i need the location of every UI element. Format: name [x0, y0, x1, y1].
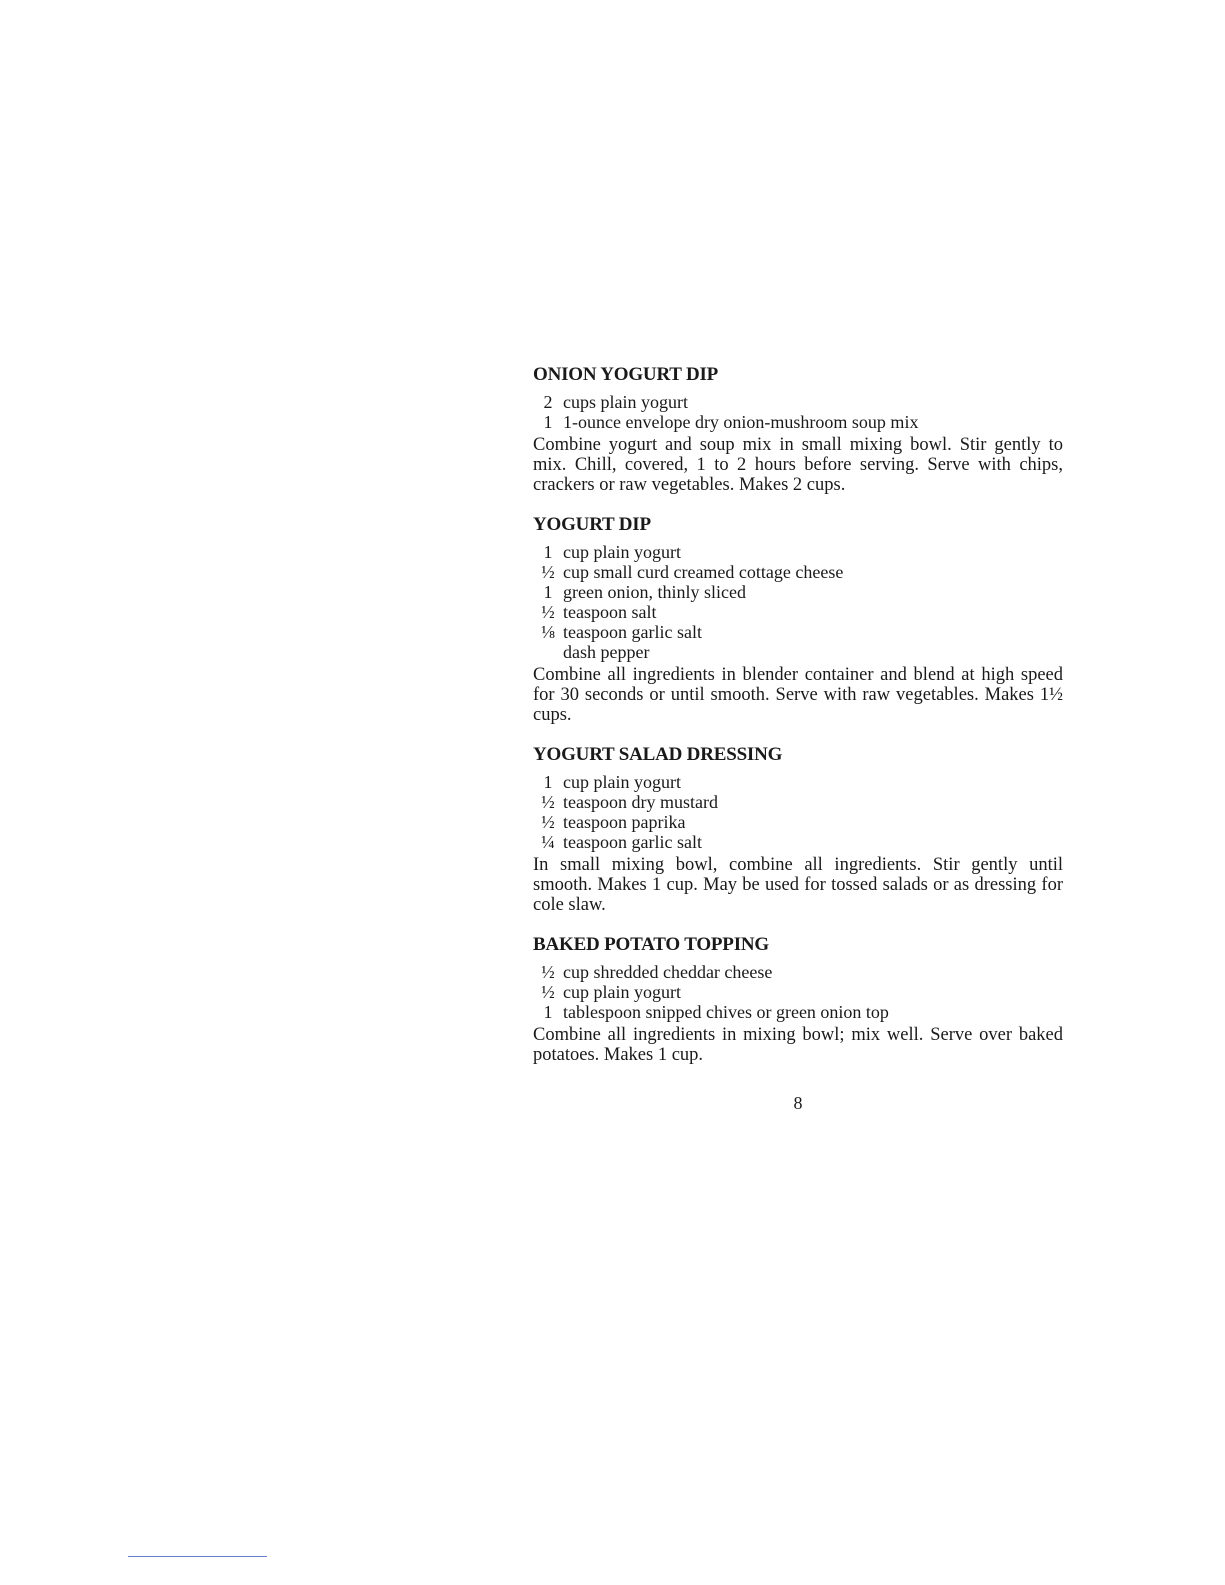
ingredient-quantity: 1	[543, 772, 553, 792]
recipe-title: BAKED POTATO TOPPING	[533, 934, 770, 955]
ingredient	[533, 642, 1063, 662]
ingredient-item: cup plain yogurt	[563, 982, 681, 1002]
ingredient-quantity: 2	[543, 392, 553, 412]
ingredient-quantity: ½	[541, 962, 555, 982]
scan-underline-mark	[128, 1556, 267, 1557]
ingredient-quantity: ½	[541, 792, 555, 812]
ingredient-list	[533, 392, 1063, 432]
ingredient-item: teaspoon salt	[563, 602, 657, 622]
ingredient	[533, 792, 1063, 812]
ingredient-quantity: 1	[543, 542, 553, 562]
ingredient-quantity: ⅛	[541, 622, 555, 642]
ingredient-list	[533, 772, 1063, 852]
ingredient-quantity: ½	[541, 982, 555, 1002]
ingredient-item: teaspoon garlic salt	[563, 622, 702, 642]
recipe-yogurt-salad-dressing	[533, 744, 1063, 915]
recipe-directions: In small mixing bowl, combine all ingredients. Stir gently until smooth. Makes 1 cup. May be used for tossed salads or as dressing for cole slaw.	[533, 855, 1063, 915]
ingredient-item: teaspoon dry mustard	[563, 792, 718, 812]
ingredient	[533, 412, 1063, 432]
ingredient	[533, 812, 1063, 832]
ingredient-list	[533, 962, 1063, 1022]
ingredient-list	[533, 542, 1063, 662]
ingredient	[533, 1002, 1063, 1022]
ingredient-item: cup small curd creamed cottage cheese	[563, 562, 844, 582]
ingredient-item: cup plain yogurt	[563, 542, 681, 562]
ingredient	[533, 832, 1063, 852]
ingredient-quantity	[533, 642, 563, 662]
recipe-directions: Combine all ingredients in blender container and blend at high speed for 30 seconds or until smooth. Serve with raw vegetables. Makes 1½ cups.	[533, 665, 1063, 725]
recipe-title: ONION YOGURT DIP	[533, 364, 719, 385]
ingredient-item: teaspoon paprika	[563, 812, 686, 832]
ingredient	[533, 582, 1063, 602]
ingredient-quantity: 1	[543, 1002, 553, 1022]
ingredient-quantity: 1	[543, 412, 553, 432]
ingredient-item: tablespoon snipped chives or green onion top	[563, 1002, 889, 1022]
ingredient-item: cups plain yogurt	[563, 392, 688, 412]
ingredient-item: cup shredded cheddar cheese	[563, 962, 773, 982]
ingredient	[533, 622, 1063, 642]
ingredient	[533, 392, 1063, 412]
ingredient-quantity: 1	[543, 582, 553, 602]
ingredient	[533, 602, 1063, 622]
ingredient	[533, 962, 1063, 982]
ingredient-quantity: ½	[541, 812, 555, 832]
recipe-directions: Combine yogurt and soup mix in small mixing bowl. Stir gently to mix. Chill, covered, 1 to 2 hours before serving. Serve with chips, crackers or raw vegetables. Makes 2 cups.	[533, 435, 1063, 495]
ingredient-quantity: ½	[541, 602, 555, 622]
ingredient	[533, 562, 1063, 582]
ingredient-item: dash pepper	[563, 642, 650, 662]
ingredient	[533, 542, 1063, 562]
ingredient-item: cup plain yogurt	[563, 772, 681, 792]
ingredient-quantity: ¼	[541, 832, 555, 852]
recipe-directions: Combine all ingredients in mixing bowl; mix well. Serve over baked potatoes. Makes 1 cup.	[533, 1025, 1063, 1065]
recipe-column	[533, 364, 1063, 1084]
ingredient	[533, 772, 1063, 792]
page-number: 8	[793, 1093, 803, 1113]
ingredient	[533, 982, 1063, 1002]
recipe-title: YOGURT SALAD DRESSING	[533, 744, 783, 765]
recipe-baked-potato-topping	[533, 934, 1063, 1065]
ingredient-item: 1-ounce envelope dry onion-mushroom soup mix	[563, 412, 919, 432]
recipe-title: YOGURT DIP	[533, 514, 651, 535]
ingredient-item: green onion, thinly sliced	[563, 582, 746, 602]
recipe-yogurt-dip	[533, 514, 1063, 725]
recipe-onion-yogurt-dip	[533, 364, 1063, 495]
ingredient-item: teaspoon garlic salt	[563, 832, 702, 852]
ingredient-quantity: ½	[541, 562, 555, 582]
